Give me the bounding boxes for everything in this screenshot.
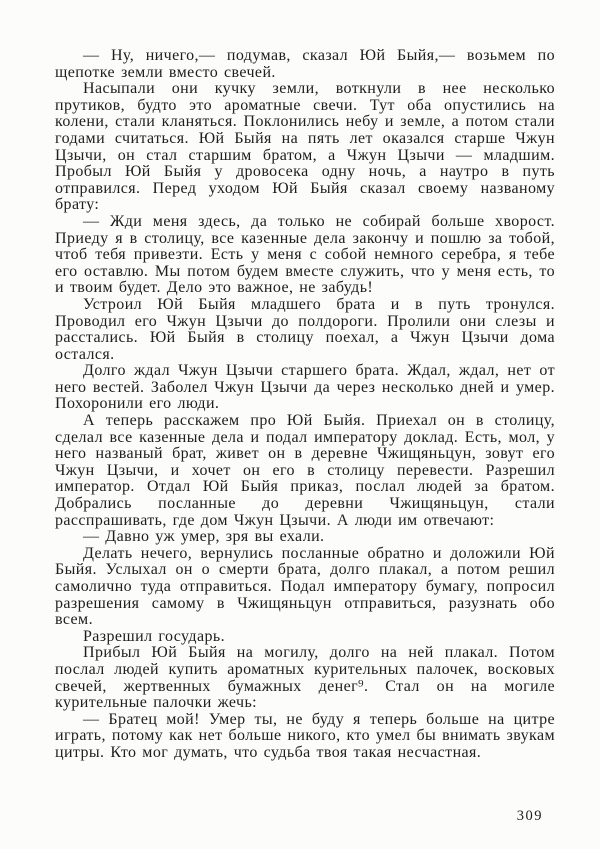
paragraph: А теперь расскажем про Юй Быйя. Приехал он в столицу, сделал все казенные дела и подал императору доклад. Есть, мол, у него названый брат, живет он в деревне Чжищяньцун, зовут его Чжун Цзычи, и хочет он его в столицу перевести. Разрешил император. Отдал Юй Быйя приказ, послал людей за братом. Добрались посланные до деревни Чжищяньцун, стали расспрашивать, где дом Чжун Цзычи. А люди им отвечают: — [55, 412, 555, 529]
paragraph-dialogue: — Ну, ничего,— подумав, сказал Юй Быйя,— возьмем по щепотке земли вместо свечей. — [55, 47, 555, 81]
paragraph: Долго ждал Чжун Цзычи старшего брата. Ждал, ждал, нет от него вестей. Заболел Чжун Цзычи да через несколько дней и умер. Похоронили его люди. — [55, 362, 555, 413]
page-number: 309 — [516, 808, 543, 824]
text-block — [55, 48, 555, 762]
paragraph-dialogue: — Жди меня здесь, да только не собирай больше хворост. Приеду я в столицу, все казенные дела закончу и пошлю за тобой, чтоб тебя привезти. Есть у меня с собой немного серебра, я тебе его оставлю. Мы потом будем вместе служить, что у меня есть, то и твоим будет. Дело это важное, не забудь! — [55, 212, 555, 297]
paragraph: Устроил Юй Быйя младшего брата и в путь тронулся. Проводил его Чжун Цзычи до полдороги. Пролили они слезы и расстались. Юй Быйя в столицу поехал, а Чжун Цзычи дома остался. — [55, 295, 555, 363]
paragraph-with-footnote-marker: Прибыл Юй Быйя на могилу, долго на ней плакал. Потом послал людей купить ароматных курительных палочек, восковых свечей, жертвенных бумажных денег⁹. Стал он на могиле курительные палочки жечь: — [55, 644, 555, 712]
paragraph: Делать нечего, вернулись посланные обратно и доложили Юй Быйя. Услыхал он о смерти брата, долго плакал, а потом решил самолично туда отправиться. Подал императору бумагу, попросил разрешения самому в Чжищяньцун отправиться, разузнать обо всем. — [55, 544, 555, 629]
paragraph: Насыпали они кучку земли, воткнули в нее несколько прутиков, будто это ароматные свечи. Тут оба опустились на колени, стали кланяться. Поклонились небу и земле, а потом стали годами считаться. Юй Быйя на пять лет оказался старше Чжун Цзычи, он стал старшим братом, а Чжун Цзычи — младшим. Пробыл Юй Быйя у дровосека одну ночь, а наутро в путь отправился. Перед уходом Юй Быйя сказал своему названому брату: — [55, 80, 555, 214]
paragraph: Разрешил государь. — [83, 627, 225, 645]
paragraph-dialogue: — Братец мой! Умер ты, не буду я теперь больше на цитре играть, потому как нет больше никого, кто умел бы внимать звукам цитры. Кто мог думать, что судьба твоя такая несчастная. — [55, 710, 555, 761]
paragraph-dialogue: — Давно уж умер, зря вы ехали. — [83, 528, 325, 546]
